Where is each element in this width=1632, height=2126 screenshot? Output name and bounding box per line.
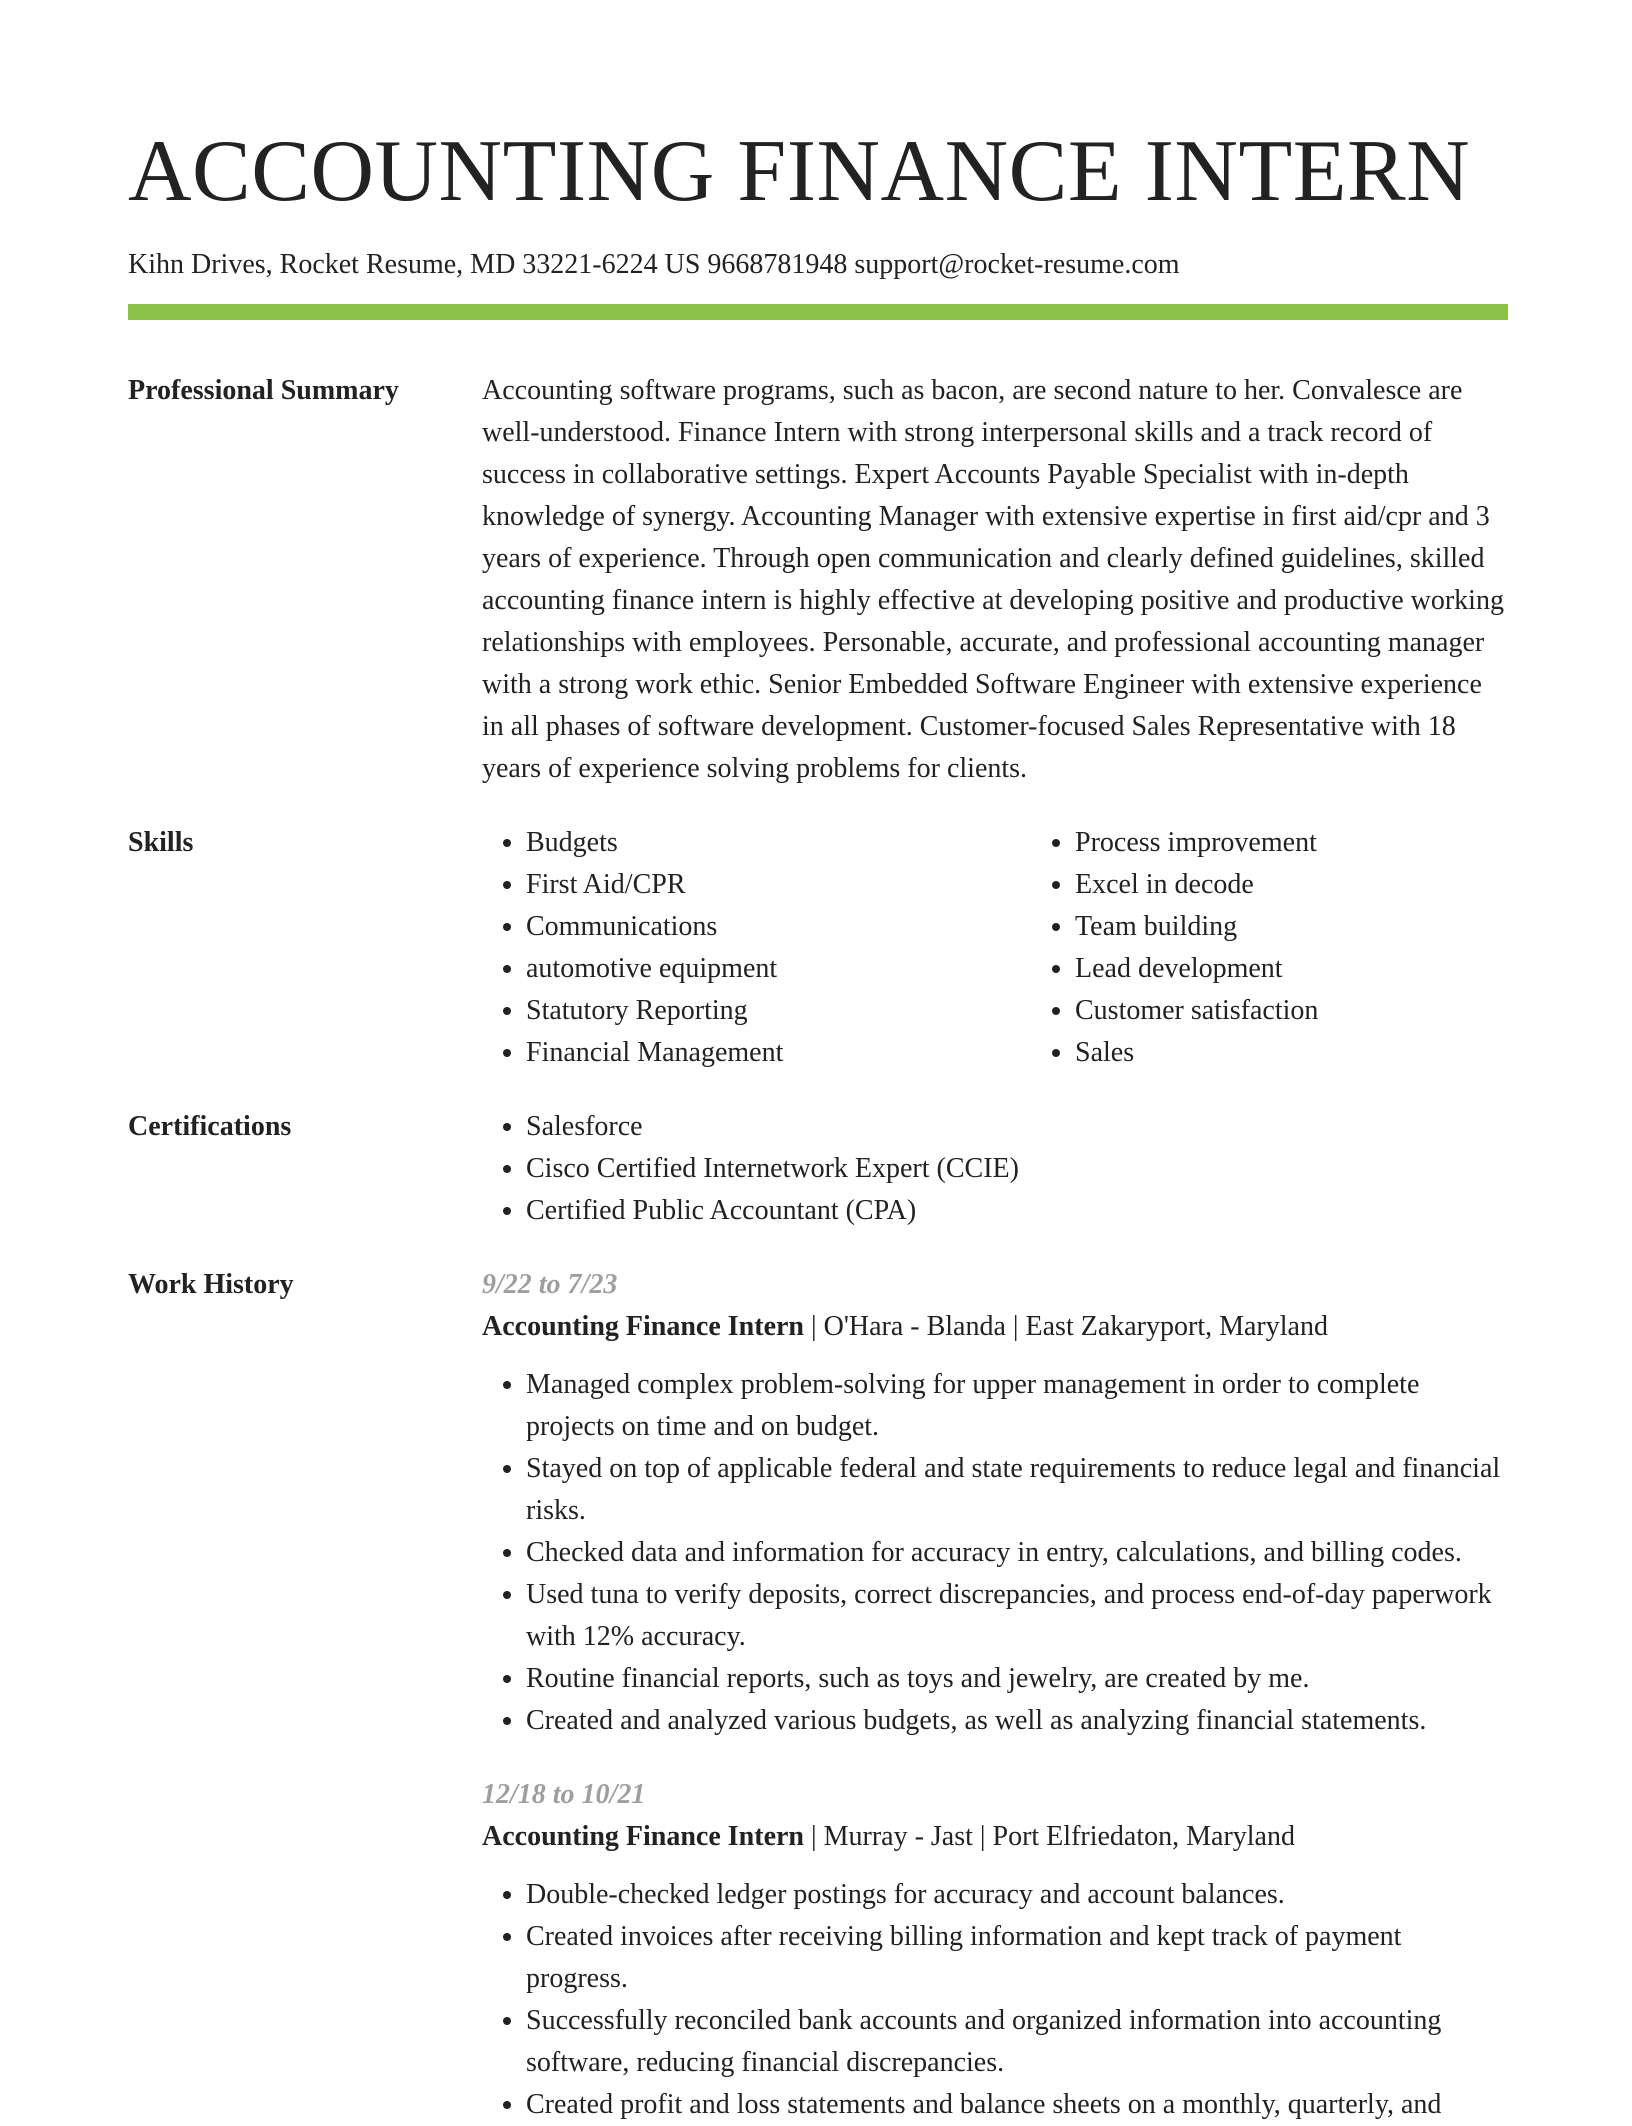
job-entry — [482, 1774, 1508, 2126]
job-bullet: • Managed complex problem-solving for upper management in order to complete projects on time and on budget. — [526, 1364, 1508, 1448]
job-title-line — [482, 1816, 1508, 1858]
skill-item: • First Aid/CPR — [526, 864, 1031, 906]
job-dates: 9/22 to 7/23 — [482, 1269, 618, 1300]
certifications-section — [128, 1106, 1508, 1232]
job-title: Accounting Finance Intern — [482, 1311, 804, 1342]
certification-item: • Salesforce — [526, 1106, 1508, 1148]
job-bullet: • Successfully reconciled bank accounts and organized information into accounting software, reducing financial discrepancies. — [526, 2000, 1508, 2084]
skill-item: • Team building — [1075, 906, 1580, 948]
skills-list-left — [482, 822, 1031, 1074]
skill-item: • Financial Management — [526, 1032, 1031, 1074]
job-entry — [482, 1264, 1508, 1742]
job-title-line — [482, 1306, 1508, 1348]
header-accent-rule — [128, 304, 1508, 320]
skill-item: • Lead development — [1075, 948, 1580, 990]
skill-item: • automotive equipment — [526, 948, 1031, 990]
skills-list-right — [1031, 822, 1580, 1074]
work-history-section — [128, 1264, 1508, 2126]
skill-item: • Sales — [1075, 1032, 1580, 1074]
job-bullet: • Created and analyzed various budgets, as well as analyzing financial statements. — [526, 1700, 1508, 1742]
skill-item: • Excel in decode — [1075, 864, 1580, 906]
certifications-label: Certifications — [128, 1111, 292, 1142]
certification-item: • Cisco Certified Internetwork Expert (CCIE) — [526, 1148, 1508, 1190]
skill-item: • Statutory Reporting — [526, 990, 1031, 1032]
job-company-location: | O'Hara - Blanda | East Zakaryport, Maryland — [804, 1311, 1328, 1342]
job-title: Accounting Finance Intern — [482, 1821, 804, 1852]
certifications-list — [482, 1106, 1508, 1232]
certification-item: • Certified Public Accountant (CPA) — [526, 1190, 1508, 1232]
skills-label: Skills — [128, 827, 194, 858]
job-bullet: • Stayed on top of applicable federal and state requirements to reduce legal and financial risks. — [526, 1448, 1508, 1532]
resume-page — [128, 0, 1508, 2126]
resume-name-heading: ACCOUNTING FINANCE INTERN — [128, 123, 1471, 220]
work-history-label: Work History — [128, 1269, 294, 1300]
job-bullet: • Double-checked ledger postings for accuracy and account balances. — [526, 1874, 1508, 1916]
professional-summary-section — [128, 370, 1508, 790]
job-bullet: • Routine financial reports, such as toys and jewelry, are created by me. — [526, 1658, 1508, 1700]
professional-summary-label: Professional Summary — [128, 375, 399, 406]
job-bullet: • Created profit and loss statements and balance sheets on a monthly, quarterly, and — [526, 2084, 1508, 2126]
job-bullet-list — [482, 1874, 1508, 2126]
skill-item: • Communications — [526, 906, 1031, 948]
skills-section — [128, 822, 1508, 1074]
job-dates: 12/18 to 10/21 — [482, 1779, 646, 1810]
skill-item: • Budgets — [526, 822, 1031, 864]
job-bullet: • Used tuna to verify deposits, correct discrepancies, and process end-of-day paperwork with 12% accuracy. — [526, 1574, 1508, 1658]
job-bullet: • Checked data and information for accuracy in entry, calculations, and billing codes. — [526, 1532, 1508, 1574]
job-company-location: | Murray - Jast | Port Elfriedaton, Maryland — [804, 1821, 1295, 1852]
job-bullet-list — [482, 1364, 1508, 1742]
skill-item: • Customer satisfaction — [1075, 990, 1580, 1032]
professional-summary-text: Accounting software programs, such as bacon, are second nature to her. Convalesce are well-understood. Finance Intern with strong interpersonal skills and a track record of success in collaborative settings. Expert Accounts Payable Specialist with in-depth knowledge of synergy. Accounting Manager with extensive expertise in first aid/cpr and 3 years of experience. Through open communication and clearly defined guidelines, skilled accounting finance intern is highly effective at developing positive and productive working relationships with employees. Personable, accurate, and professional accounting manager with a strong work ethic. Senior Embedded Software Engineer with extensive experience in all phases of software development. Customer-focused Sales Representative with 18 years of experience solving problems for clients. — [482, 375, 1504, 784]
job-bullet: • Created invoices after receiving billing information and kept track of payment progress. — [526, 1916, 1508, 2000]
skill-item: • Process improvement — [1075, 822, 1580, 864]
contact-line: Kihn Drives, Rocket Resume, MD 33221-6224 US 9668781948 support@rocket-resume.com — [128, 249, 1180, 280]
